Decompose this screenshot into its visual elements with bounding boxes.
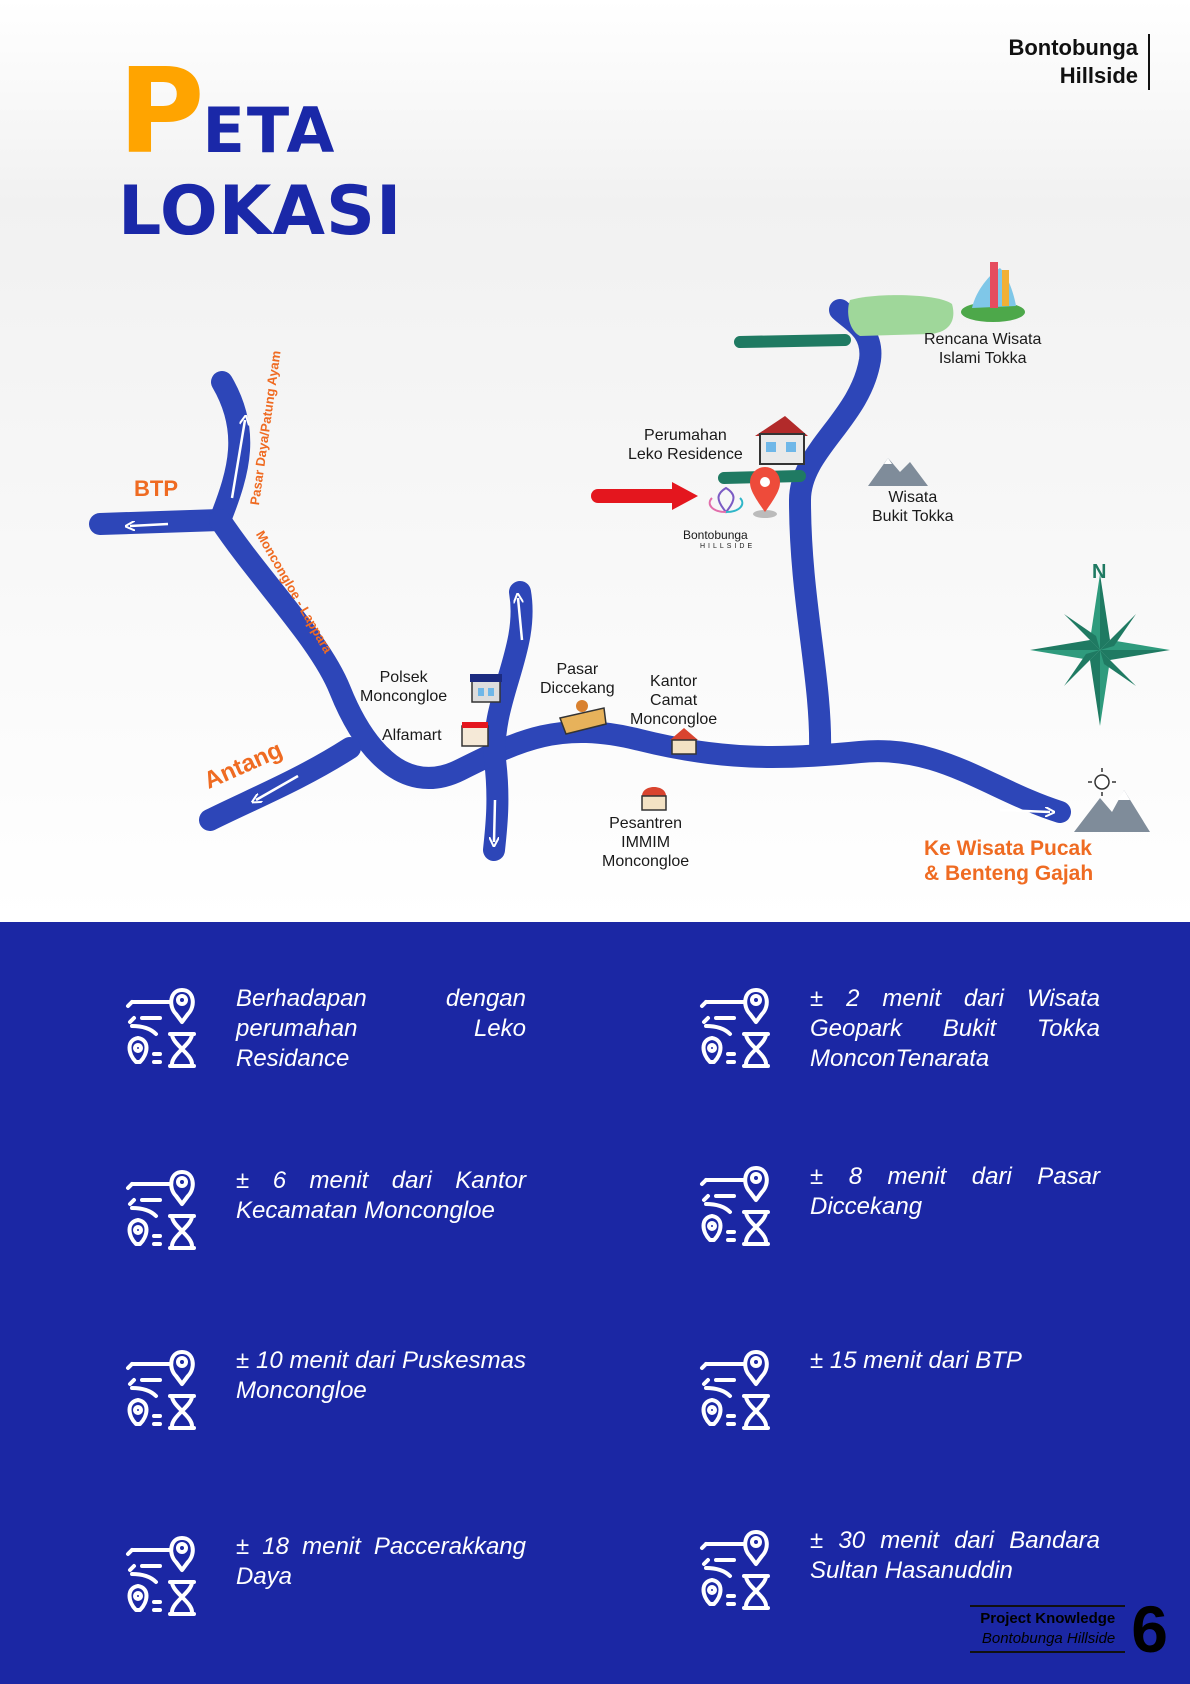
route-time-icon — [120, 1166, 206, 1252]
label-pesantren: Pesantren IMMIM Moncongloe — [602, 815, 690, 870]
brand-line2: Hillside — [1059, 63, 1138, 88]
waterpark-icon — [961, 262, 1025, 322]
distance-text: ± 6 menit dari Kantor Kecamatan Moncongloe — [236, 1167, 526, 1224]
road-main — [220, 520, 1060, 812]
title-initial: P — [118, 42, 201, 180]
distance-item — [694, 1162, 1100, 1248]
brand-line1: Bontobunga — [1008, 35, 1138, 60]
route-time-icon — [120, 984, 206, 1070]
label-ke-wisata: Ke Wisata Pucak & Benteng Gajah — [924, 837, 1094, 885]
mountain-sun-icon — [1074, 768, 1150, 832]
compass-icon — [1030, 574, 1170, 726]
distance-text: Berhadapan dengan perumahan Leko Residance — [236, 985, 526, 1072]
bontobunga-logo-icon — [710, 488, 743, 512]
label-btp: BTP — [134, 476, 178, 501]
footer — [970, 1592, 1168, 1666]
footer-project-knowledge — [970, 1605, 1125, 1653]
distance-item — [694, 1346, 1100, 1432]
road-north — [800, 310, 870, 752]
office-icon — [670, 728, 698, 754]
page-number: 6 — [1131, 1592, 1168, 1666]
title-line2: LOKASI — [118, 172, 403, 251]
route-time-icon — [120, 1346, 206, 1432]
label-wisata-bukit: Wisata Bukit Tokka — [872, 489, 954, 525]
distance-item — [120, 984, 526, 1074]
route-time-icon — [694, 984, 780, 1070]
label-polsek: Polsek Moncongloe — [360, 669, 448, 705]
footer-line2: Bontobunga Hillside — [981, 1630, 1116, 1647]
distance-item — [120, 1346, 526, 1432]
footer-line1: Project Knowledge — [980, 1610, 1116, 1627]
store-icon — [462, 722, 488, 746]
mountain-icon — [868, 458, 928, 486]
label-rencana-wisata: Rencana Wisata Islami Tokka — [924, 331, 1042, 367]
distance-text: ± 8 menit dari Pasar Diccekang — [810, 1163, 1100, 1220]
police-icon — [470, 674, 502, 702]
label-road-pasar-daya: Pasar Daya/Patung Ayam — [247, 349, 284, 507]
label-bontobunga-logo: Bontobunga — [683, 528, 748, 542]
location-pointer-arrow — [598, 482, 698, 510]
route-time-icon — [120, 1532, 206, 1618]
route-time-icon — [694, 1162, 780, 1248]
label-bontobunga-logo-sub: HILLSIDE — [700, 543, 756, 550]
distance-item — [694, 984, 1100, 1074]
label-pasar: Pasar Diccekang — [540, 661, 615, 697]
arrow-cross-down — [494, 800, 495, 842]
title-rest: ETA — [202, 94, 337, 167]
compass-north-label: N — [1092, 561, 1107, 583]
route-time-icon — [694, 1346, 780, 1432]
route-time-icon — [694, 1526, 780, 1612]
road-cross — [494, 592, 522, 850]
label-kantor-camat: Kantor Camat Moncongloe — [630, 673, 718, 728]
label-perumahan: Perumahan Leko Residence — [628, 427, 743, 463]
label-antang: Antang — [200, 736, 287, 795]
distance-text: ± 10 menit dari Puskesmas Moncongloe — [236, 1347, 526, 1404]
house-icon — [755, 416, 808, 464]
distance-text: ± 18 menit Paccerakkang Daya — [236, 1533, 526, 1590]
green-road-top — [740, 340, 845, 342]
label-alfamart: Alfamart — [382, 727, 442, 744]
distance-text: ± 2 menit dari Wisata Geopark Bukit Tokka MonconTenarata — [810, 985, 1100, 1072]
label-road-moncongloe-lappara: Moncongloe - Lappara — [253, 528, 336, 656]
map-pin-icon — [750, 467, 780, 518]
distance-text: ± 15 menit dari BTP — [810, 1347, 1022, 1374]
road-pasar-daya — [220, 382, 239, 520]
pesantren-icon — [642, 787, 666, 810]
distance-item — [120, 1166, 526, 1252]
distance-item — [120, 1532, 526, 1618]
distance-text: ± 30 menit dari Bandara Sultan Hasanuddin — [810, 1527, 1100, 1584]
